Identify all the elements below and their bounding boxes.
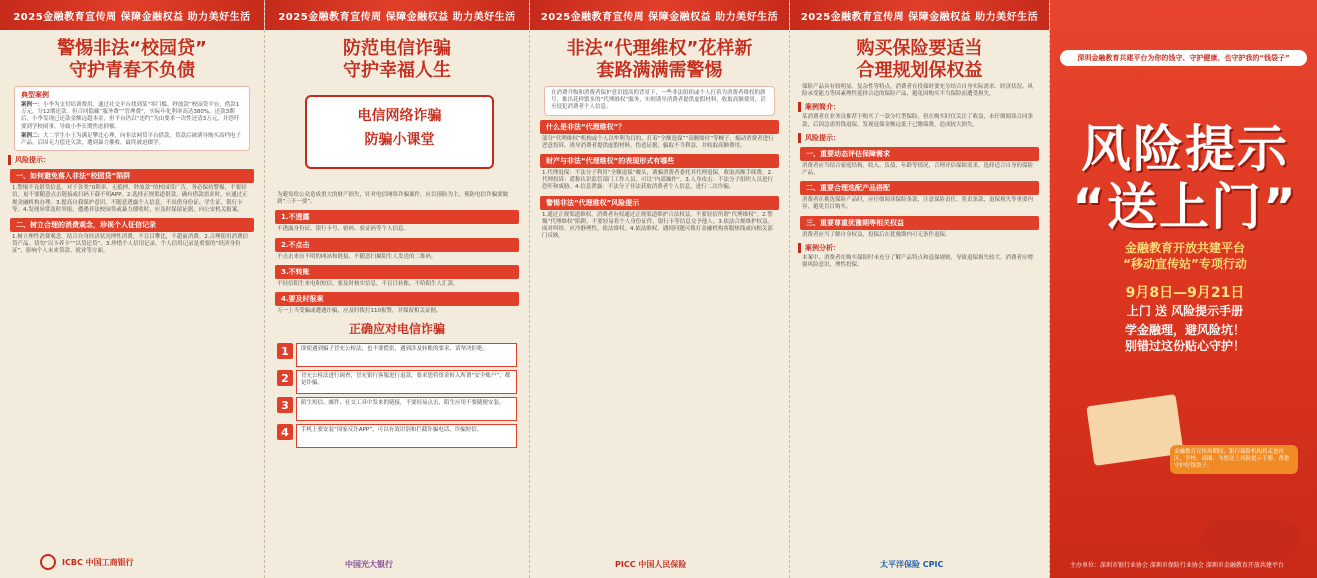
slogan-line1: 学金融理，避风险坑！	[1124, 323, 1245, 337]
title-line1: 防范电信诈骗	[343, 38, 451, 59]
case-text: 某消费者在业务员推荐下购买了一款分红型保险，但在购买时仅关注了收益，未仔细阅读合同条款，后因急需用钱退保，发现退保金额远低于已缴保费，造成较大损失。	[802, 114, 1034, 128]
item-text: 手机上要安装“国家反诈APP”，可以有效识别和拦截诈骗电话、诈骗短信。	[296, 424, 517, 448]
cover-title	[1070, 120, 1300, 236]
item-number: 3	[277, 397, 293, 413]
rule-text-1: 不透露身份证、银行卡号、密码、验证码等个人信息。	[277, 226, 410, 233]
response-title: 正确应对电信诈骗	[348, 322, 445, 337]
panel-telecom-fraud	[265, 0, 530, 578]
rule-bar-2: 2.不点击	[275, 238, 519, 252]
cebbank-logo: 中国光大银行	[345, 560, 393, 569]
picc-logo: PICC 中国人民保险	[615, 560, 687, 569]
case2-text: 大二学生小王为满足攀比心理，向非法网贷平台借款，贷款后被诱导购买高档电子产品，后因无力偿还欠款，遭到暴力催收，最终被迫辍学。	[21, 132, 242, 147]
tips-text-2: 消费者在挑选保险产品时，应仔细阅读保险条款，注意保险责任、免责条款、退保损失等重要内容，避免盲目购买。	[802, 197, 1034, 211]
analysis-head: 案例分析：	[798, 243, 1041, 253]
cover-title-line1: 风险提示	[1081, 120, 1289, 178]
banner: 2025金融教育宣传周 保障金融权益 助力美好生活	[265, 0, 529, 30]
panel-title	[790, 38, 1049, 82]
top-strip: 深圳金融教育共建平台为你的钱守、守护健康、也守护我的“钱袋子”	[1060, 50, 1307, 66]
panel-title	[0, 38, 264, 82]
item-text: 陌生短信、邮件、社交工具中发来的链接，不要轻易点击，陌生应用不要随便安装。	[296, 397, 517, 421]
response-item	[277, 343, 517, 367]
response-item	[277, 424, 517, 448]
tips-bar-2: 二、树立合理的消费观念，珍视个人征信记录	[10, 218, 254, 232]
section-bar-3: 警惕非法“代理维权”风险提示	[540, 196, 779, 210]
subtitle-line2: “移动宣传站”专项行动	[1123, 257, 1247, 271]
title-line1: 警惕非法“校园贷”	[57, 38, 207, 59]
case-box	[14, 86, 250, 151]
item-number: 4	[277, 424, 293, 440]
panel-cover	[1050, 0, 1317, 578]
case1-head: 案例一：	[21, 102, 44, 108]
section-bar-1: 什么是非法“代理维权”？	[540, 120, 779, 134]
icbc-logo-icon	[40, 554, 56, 570]
slogan-line2: 别错过这份贴心守护！	[1124, 339, 1245, 353]
response-item	[277, 370, 517, 394]
rule-text-2: 不点击来历不明的网站和链接，不随意扫描陌生人发送的二维码。	[277, 253, 437, 260]
item-text: 即使遇到骗子冒充公检法，也不要慌张，遇到涉及转账的要求，请坚决拒绝。	[296, 343, 517, 367]
cpic-logo: 太平洋保险 CPIC	[880, 560, 944, 569]
banner: 2025金融教育宣传周 保障金融权益 助力美好生活	[790, 0, 1049, 30]
tips-bar-1: 一、重要动态评估保障需求	[800, 147, 1039, 161]
door-line: 上门 送 风险提示手册	[1126, 304, 1244, 318]
panel-rights-agency	[530, 0, 790, 578]
banner: 2025金融教育宣传周 保障金融权益 助力美好生活	[0, 0, 264, 30]
case-title: 典型案例	[21, 91, 49, 99]
item-number: 1	[277, 343, 293, 359]
tips-bar-1: 一、如何避免落入非法“校园贷”陷阱	[10, 169, 254, 183]
item-text: 冒充公检法进行调查，冒充银行客服进行退款，要求您将资金转入所谓“安全账户”，都是诈骗。	[296, 370, 517, 394]
panel-title	[530, 38, 789, 82]
icbc-logo	[40, 554, 134, 570]
classroom-card	[305, 95, 494, 169]
section-text-1: 部分“代理维权”机构或个人以牟利为目的，打着“全额退保”“高额赔付”等幌子，煽动消费者进行恶意投诉，诱导消费者提供虚假材料，伪造证据，骗取不当利益，并收取高额费用。	[542, 135, 774, 149]
section-bar-2: 财产与非法“代理维权”的表现形式有哪些	[540, 154, 779, 168]
tips-text-1: 1.警惕不良借贷信息。对于各类“0利率、无抵押、秒放款”的校园贷广告，务必保持警惕，不要轻信，更不要随意点击链接或扫码下载不明APP。2.选择正规渠道借款。确有借款需求时，应通过正规金融机构办理。3.提高自我保护意识。不随意透露个人信息，不出借身份证、学生证、银行卡等。4.发现异常及时举报。遭遇非法校园贷或暴力催收时，应及时保留证据，向公安机关报案。	[12, 185, 248, 213]
card-line2: 防骗小课堂	[364, 132, 435, 148]
analysis-text: 本案中，消费者在购买保险时未充分了解产品特点和退保规则，导致退保损失较大。消费者应增强风险意识，理性投保。	[802, 254, 1034, 269]
section-text-2: 1.代理退保：不法分子利用“全额退保”噱头，诱骗消费者委托其代理退保，收取高额手续费。2.代理投诉：谎称认识监管部门工作人员，可以“内部操作”。3.人身攻击：不法分子组织人员进行恐吓和威胁。4.信息泄露：不法分子非法获取消费者个人信息，进行二次诈骗。	[542, 170, 773, 191]
rule-bar-3: 3.不转账	[275, 265, 519, 279]
tips-bar-2: 二、重要合理选配产品搭配	[800, 181, 1039, 195]
tips-text-2: 1.树立理性消费观念。结合自身经济状况理性消费，不盲目攀比，不超前消费。2.合理使用消费信贷产品。切勿“以卡养卡”“以贷还贷”。3.珍惜个人信用记录。个人信用记录是重要的“经济身份证”，影响个人未来贷款、就业等方面。	[12, 234, 248, 255]
section-text-3: 1.通过正规渠道维权。消费者有权通过正规渠道维护合法权益，不要轻信所谓“代理维权”。2.警惕“代理维权”陷阱。不要轻易将个人身份证件、银行卡等信息交予他人。3.依法合规维护权益。面对纠纷，应冷静理性，依法维权。4.依法维权。遇到问题可拨打金融机构客服热线或向相关部门反映。	[542, 211, 773, 240]
rule-text-4: 万一上当受骗或遭遇诈骗，应及时拨打110报警，并保留相关证据。	[277, 308, 442, 315]
intro-text: 在消费升级和消费者保护意识提高的背景下，一些非法组织或个人打着为消费者维权的旗号，推出花样繁多的“代理维权”服务，实则诱导消费者提供虚假材料，收取高额费用，甚至侵犯消费者个人信息。	[551, 90, 766, 111]
rule-text-3: 不轻信陌生来电和短信，要及时核实信息，不盲目转账，不给陌生人汇款。	[277, 280, 459, 287]
title-line2: 守护青春不负债	[69, 60, 195, 81]
case1-text: 小李为支付培训费用，通过社交平台找到某“零门槛、秒放款”校园贷平台，借款1万元，分12期还款。但合同隐藏“服务费”“管理费”，实际年化利率高达380%，还款3期后，小李发现已还款金额远超本金，但平台仍以“违约”为由要求一次性还清3万元，并恐吓要到学校闹事，导致小李长期焦虑抑郁。	[21, 102, 240, 130]
tips-text-3: 消费者应当了解自身权益，投保后在犹豫期内可无条件退保。	[802, 231, 951, 238]
card-line1: 电信网络诈骗	[357, 108, 442, 124]
icbc-logo-text: ICBC 中国工商银行	[62, 557, 134, 567]
case-head: 案例简介：	[798, 102, 1041, 112]
case2-head: 案例二：	[21, 132, 44, 139]
tips-text-1: 消费者应当结合家庭结构、收入、负债、年龄等情况，合理评估保障需求，选择适合自身的保险产品。	[802, 162, 1034, 177]
date-range: 9月8日—9月21日	[1125, 285, 1245, 301]
panel-title	[265, 38, 529, 82]
rule-bar-1: 1.不透露	[275, 210, 519, 224]
banner: 2025金融教育宣传周 保障金融权益 助力美好生活	[530, 0, 789, 30]
organizer-footer: 主办单位：深圳市银行业协会 深圳市保险行业协会 深圳市金融教育开放共建平台	[1070, 562, 1284, 569]
tips-bar-3: 三、重要尊重犹豫期等相关权益	[800, 216, 1039, 230]
title-line1: 非法“代理维权”花样新	[566, 38, 753, 59]
rule-bar-4: 4.要及时报案	[275, 292, 519, 306]
intro-box	[544, 86, 775, 116]
cover-subtitle	[1070, 240, 1300, 272]
response-item	[277, 397, 517, 421]
item-number: 2	[277, 370, 293, 386]
panel-insurance	[790, 0, 1050, 578]
slogan	[1070, 322, 1300, 354]
panel-campus-loan	[0, 0, 265, 578]
title-line2: 套路满满需警惕	[596, 60, 723, 81]
tips-title: 风险提示：	[798, 133, 1041, 143]
scooter-illustration	[1200, 520, 1300, 560]
speech-bubble: 金融教育宣传周期间，银行保险机构将走进社区、学校、商圈，为您送上风险提示手册，帮您守护好钱袋子。	[1170, 445, 1298, 474]
title-line2: 守护幸福人生	[343, 60, 451, 81]
tips-title: 风险提示：	[8, 155, 256, 165]
intro-text: 为避免给公众造成重大的财产损失，针对电信网络诈骗案件，应以预防为主，预防电信诈骗要做到“三不一要”。	[277, 192, 509, 206]
subtitle-line1: 金融教育开放共建平台	[1124, 241, 1245, 255]
title-line2: 合理规划保权益	[856, 60, 983, 81]
title-line1: 购买保险要适当	[856, 38, 983, 59]
cover-title-line2: “送上门”	[1072, 178, 1298, 236]
intro-text: 保险产品具有较明显、复杂性等特点，消费者在投保时要充分结合自身实际需求、经济状况、风险承受能力等因素理性选择合适的保险产品，避免因购买不当保险而遭受损失。	[802, 84, 1034, 98]
